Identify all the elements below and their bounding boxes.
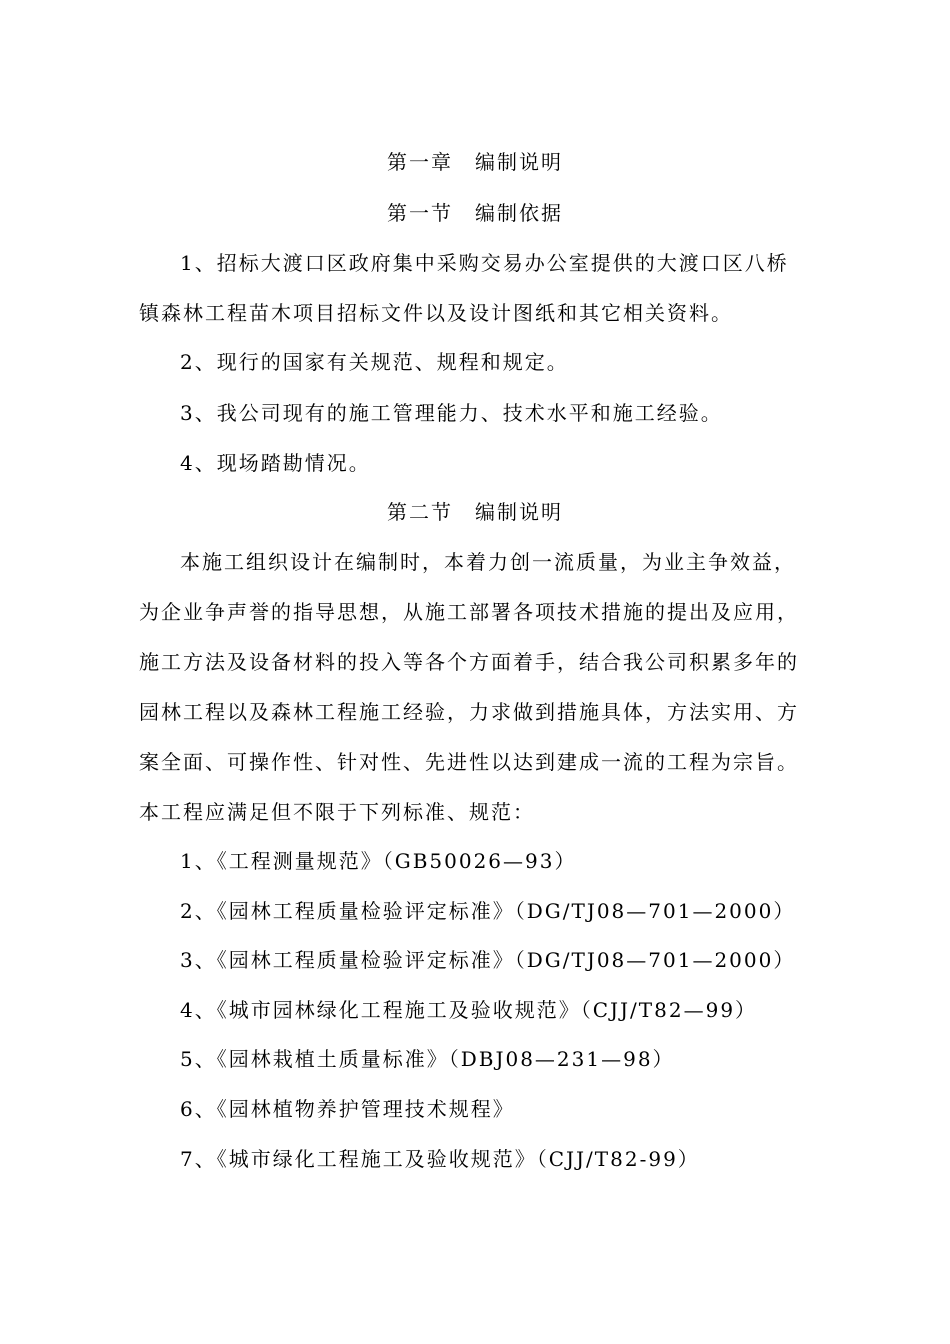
paragraph-line: 本工程应满足但不限于下列标准、规范：	[139, 800, 535, 824]
standard-item: 7、《城市绿化工程施工及验收规范》（CJJ/T82-99）	[180, 1147, 700, 1171]
section-title: 第二节 编制说明	[387, 500, 563, 524]
standard-item: 5、《园林栽植土质量标准》（DBJ08—231—98）	[180, 1047, 675, 1071]
paragraph-line: 本施工组织设计在编制时，本着力创一流质量，为业主争效益，	[180, 550, 796, 574]
section-title: 第一节 编制依据	[387, 201, 563, 225]
standard-item: 4、《城市园林绿化工程施工及验收规范》（CJJ/T82—99）	[180, 998, 758, 1022]
standard-item: 2、《园林工程质量检验评定标准》（DG/TJ08—701—2000）	[180, 899, 796, 923]
basis-item: 2、现行的国家有关规范、规程和规定。	[180, 350, 569, 374]
basis-item: 1、招标大渡口区政府集中采购交易办公室提供的大渡口区八桥	[180, 251, 789, 275]
paragraph-line: 案全面、可操作性、针对性、先进性以达到建成一流的工程为宗旨。	[139, 750, 799, 774]
basis-item-continuation: 镇森林工程苗木项目招标文件以及设计图纸和其它相关资料。	[139, 301, 733, 325]
standard-item: 3、《园林工程质量检验评定标准》（DG/TJ08—701—2000）	[180, 948, 796, 972]
paragraph-line: 园林工程以及森林工程施工经验，力求做到措施具体，方法实用、方	[139, 700, 799, 724]
standard-item: 1、《工程测量规范》（GB50026—93）	[180, 849, 577, 873]
paragraph-line: 为企业争声誉的指导思想，从施工部署各项技术措施的提出及应用，	[139, 600, 799, 624]
chapter-title: 第一章 编制说明	[387, 150, 563, 174]
paragraph-line: 施工方法及设备材料的投入等各个方面着手，结合我公司积累多年的	[139, 650, 799, 674]
standard-item: 6、《园林植物养护管理技术规程》	[180, 1097, 515, 1121]
basis-item: 4、现场踏勘情况。	[180, 451, 371, 475]
basis-item: 3、我公司现有的施工管理能力、技术水平和施工经验。	[180, 401, 723, 425]
